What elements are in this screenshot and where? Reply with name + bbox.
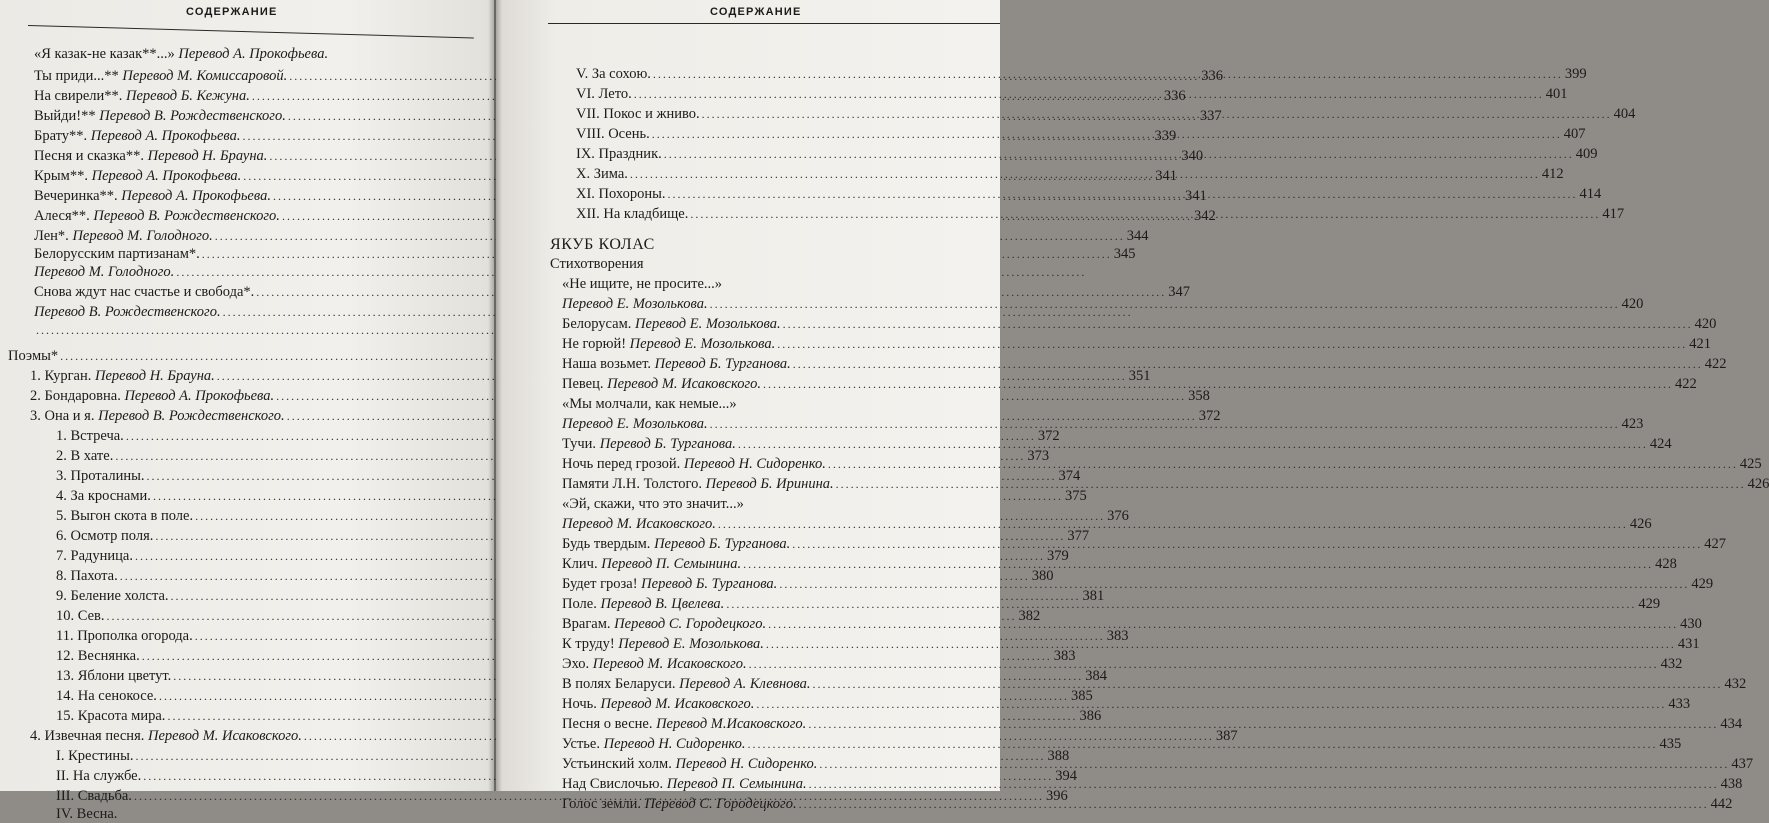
leader-dots — [710, 416, 1620, 433]
leader-dots — [793, 356, 1703, 373]
entry-title: 11. Прополка огорода. — [56, 628, 193, 644]
entry-page-number: 424 — [1649, 436, 1672, 452]
leader-dots — [819, 756, 1729, 773]
toc-entry — [56, 806, 476, 823]
entry-translator: Перевод Б. Турганова. — [650, 536, 791, 552]
entry-translator: Перевод М. Исаковского. — [603, 376, 761, 392]
entry-translator: Перевод А. Клевнова. — [675, 676, 811, 692]
entry-page-number: 372 — [1198, 408, 1221, 424]
entry-page-number: 388 — [1047, 748, 1070, 764]
entry-title: К труду! — [562, 636, 615, 652]
entry-title: 9. Беление холста. — [56, 588, 169, 604]
entry-page-number: 435 — [1659, 736, 1682, 752]
entry-title: Ночь перед грозой. — [562, 456, 681, 472]
leader-dots — [702, 106, 1612, 123]
entry-page-number: 339 — [1154, 128, 1177, 144]
entry-page-number: 381 — [1082, 588, 1105, 604]
entry-page-number: 341 — [1155, 168, 1178, 184]
entry-title: Песня о весне. — [562, 716, 653, 732]
entry-title: VII. Покос и жниво. — [576, 106, 700, 122]
entry-title: V. За сохою. — [576, 66, 651, 82]
entry-page-number: 375 — [1064, 488, 1087, 504]
entry-title: «Я казак-не казак**...» — [34, 46, 175, 62]
entry-page-number: 442 — [1710, 796, 1733, 812]
toc-entry — [562, 336, 1712, 353]
entry-translator: Перевод С. Городецкого. — [610, 616, 767, 632]
entry-translator: Перевод Н. Брауна. — [143, 148, 268, 164]
entry-page-number: 407 — [1563, 126, 1586, 142]
entry-page-number: 385 — [1070, 688, 1093, 704]
entry-page-number: 386 — [1079, 708, 1102, 724]
toc-entry — [562, 496, 998, 513]
toc-entry — [562, 396, 998, 413]
entry-page-number: 337 — [1199, 108, 1222, 124]
entry-title: VI. Лето. — [576, 86, 632, 102]
leader-dots — [664, 146, 1574, 163]
entry-title: VIII. Осень. — [576, 126, 650, 142]
entry-translator: Перевод Н. Сидоренко. — [599, 736, 746, 752]
entry-title: Певец. — [562, 376, 604, 392]
entry-translator: Перевод Б. Турганова. — [650, 356, 791, 372]
entry-title: Алеся**. — [34, 208, 90, 224]
entry-page-number: 387 — [1215, 728, 1238, 744]
entry-translator: Перевод В. Рождественского. — [94, 408, 285, 424]
leader-dots — [768, 616, 1678, 633]
entry-title: 4. Извечная песня. — [30, 728, 145, 744]
header-rule — [28, 25, 474, 38]
entry-translator: Перевод М. Исаковского. — [589, 656, 747, 672]
entry-translator: Перевод Б. Турганова. — [596, 436, 736, 452]
entry-title: Ночь. — [562, 696, 597, 712]
entry-translator: Перевод Е. Мозолькова. — [562, 416, 708, 432]
leader-dots — [652, 126, 1562, 143]
entry-translator: Перевод Н. Брауна. — [91, 368, 215, 384]
page-header: СОДЕРЖАНИЕ — [186, 6, 278, 18]
entry-page-number: 430 — [1680, 616, 1702, 632]
entry-page-number: 409 — [1575, 146, 1598, 162]
entry-title: Клич. — [562, 556, 598, 572]
entry-title: Тучи. — [562, 436, 597, 452]
toc-entry — [562, 276, 1002, 293]
entry-translator: Перевод В. Рождественского. — [95, 108, 286, 124]
entry-title: 10. Сев. — [56, 608, 105, 624]
entry-page-number: 428 — [1655, 556, 1677, 572]
leader-dots — [799, 796, 1709, 813]
entry-page-number: 372 — [1037, 428, 1060, 444]
entry-title: 6. Осмотр поля. — [56, 528, 154, 544]
entry-page-number: 420 — [1621, 296, 1644, 312]
entry-page-number: 351 — [1128, 368, 1151, 384]
entry-title: Брату**. — [34, 128, 88, 144]
entry-translator: Перевод Е. Мозолькова. — [614, 636, 764, 652]
entry-page-number: 340 — [1181, 148, 1204, 164]
entry-page-number: 347 — [1168, 284, 1191, 300]
entry-title: 8. Пахота. — [56, 568, 118, 584]
entry-title: Крым**. — [34, 168, 88, 184]
entry-translator: Перевод Е. Мозолькова. — [626, 336, 776, 352]
entry-translator: Перевод Е. Мозолькова. — [631, 316, 781, 332]
entry-page-number: 345 — [1113, 246, 1136, 262]
entry-page-number: 382 — [1018, 608, 1041, 624]
entry-page-number: 429 — [1691, 576, 1714, 592]
entry-page-number: 431 — [1677, 636, 1700, 652]
entry-translator: Перевод Б. Турганова. — [637, 576, 778, 592]
entry-title: 2. Бондаровна. — [30, 388, 121, 404]
toc-entry — [550, 236, 990, 254]
entry-title: IV. Весна. — [56, 806, 118, 822]
leader-dots — [726, 596, 1636, 613]
entry-page-number: 404 — [1613, 106, 1636, 122]
entry-page-number: 344 — [1126, 228, 1149, 244]
leader-dots — [630, 166, 1540, 183]
entry-translator: Перевод М. Исаковского. — [596, 696, 755, 712]
toc-entry — [34, 264, 480, 281]
entry-title: X. Зима. — [576, 166, 628, 182]
entry-translator: Перевод М. Исаковского. — [562, 516, 716, 532]
entry-title: 3. Она и я. — [30, 408, 95, 424]
entry-page-number: 341 — [1184, 188, 1207, 204]
entry-title: 1. Встреча. — [56, 428, 124, 444]
toc-entry — [562, 356, 1727, 373]
entry-page-number: 432 — [1660, 656, 1683, 672]
leader-dots — [749, 656, 1659, 673]
entry-translator: Перевод В. Рождественского. — [89, 208, 280, 224]
entry-title: Выйди!** — [34, 108, 96, 124]
entry-translator: Перевод А. Прокофьева. — [87, 128, 241, 144]
entry-title: «Мы молчали, как немые...» — [562, 396, 737, 412]
entry-page-number: 401 — [1545, 86, 1568, 102]
entry-page-number: 376 — [1107, 508, 1129, 524]
entry-title: Устье. — [562, 736, 600, 752]
entry-page-number: 336 — [1163, 88, 1186, 104]
entry-page-number: 374 — [1058, 468, 1081, 484]
entry-page-number: 417 — [1602, 206, 1625, 222]
leader-dots — [718, 516, 1628, 533]
leader-dots — [777, 336, 1687, 353]
entry-page-number: 421 — [1689, 336, 1712, 352]
entry-page-number: 422 — [1704, 356, 1727, 372]
entry-title: На свирели**. — [34, 88, 123, 104]
entry-translator: Перевод А. Прокофьева. — [120, 388, 275, 404]
toc-entry — [550, 256, 990, 273]
toc-entry — [8, 348, 476, 365]
leader-dots — [766, 636, 1676, 653]
entry-page-number: 336 — [1201, 68, 1223, 84]
entry-page-number: 423 — [1621, 416, 1644, 432]
entry-translator: Перевод А. Прокофьева. — [87, 168, 242, 184]
entry-translator: Перевод М.Исаковского. — [652, 716, 807, 732]
entry-title: 14. На сенокосе. — [56, 688, 157, 704]
entry-page-number: 383 — [1106, 628, 1129, 644]
entry-title: Ты приди...** — [34, 68, 119, 84]
toc-entry — [34, 322, 480, 339]
leader-dots — [710, 296, 1620, 313]
entry-title: 12. Веснянка. — [56, 648, 140, 664]
entry-page-number: 420 — [1694, 316, 1717, 332]
entry-page-number: 422 — [1674, 376, 1697, 392]
toc-entry — [34, 304, 480, 321]
header-rule — [548, 23, 1000, 24]
entry-translator: Перевод В. Рождественского. — [34, 304, 221, 320]
entry-title: III. Свадьба. — [56, 788, 132, 804]
entry-page-number: 433 — [1668, 696, 1691, 712]
toc-entry — [34, 246, 1136, 263]
entry-translator: Перевод П. Семынина. — [663, 776, 807, 792]
entry-title: I. Крестины. — [56, 748, 134, 764]
entry-page-number: 373 — [1027, 448, 1050, 464]
leader-dots — [779, 576, 1689, 593]
entry-title: XI. Похороны. — [576, 186, 666, 202]
leader-dots — [836, 476, 1746, 493]
entry-translator: Перевод Е. Мозолькова. — [562, 296, 708, 312]
entry-title: XII. На кладбище. — [576, 206, 689, 222]
entry-page-number: 396 — [1045, 788, 1068, 804]
entry-page-number: 425 — [1739, 456, 1762, 472]
entry-page-number: 383 — [1053, 648, 1076, 664]
entry-page-number: 342 — [1193, 208, 1216, 224]
entry-translator: Перевод Н. Сидоренко. — [671, 756, 818, 772]
entry-title: Эхо. — [562, 656, 590, 672]
entry-page-number: 432 — [1724, 676, 1747, 692]
entry-page-number: 384 — [1085, 668, 1108, 684]
entry-page-number: 412 — [1541, 166, 1564, 182]
entry-translator: Перевод Б. Иринина. — [702, 476, 834, 492]
leader-dots — [756, 696, 1666, 713]
entry-title: Лен*. — [34, 228, 69, 244]
entry-title: Стихотворения — [550, 256, 644, 272]
toc-entry — [562, 316, 1717, 333]
entry-translator: Перевод Б. Кежуна. — [122, 88, 250, 104]
entry-title: Поле. — [562, 596, 597, 612]
entry-title: Песня и сказка**. — [34, 148, 144, 164]
leader-dots — [653, 66, 1563, 83]
entry-translator: Перевод М. Исаковского. — [144, 728, 302, 744]
entry-page-number: 377 — [1067, 528, 1090, 544]
entry-translator: Перевод А. Прокофьева. — [117, 188, 271, 204]
entry-page-number: 427 — [1704, 536, 1726, 552]
entry-title: «Не ищите, не просите...» — [562, 276, 723, 292]
page-header: СОДЕРЖАНИЕ — [710, 6, 802, 18]
entry-page-number: 426 — [1747, 476, 1769, 492]
entry-title: 7. Радуница. — [56, 548, 133, 564]
leader-dots — [808, 716, 1718, 733]
entry-page-number: 379 — [1046, 548, 1069, 564]
entry-title: «Эй, скажи, что это значит...» — [562, 496, 744, 512]
leader-dots — [828, 456, 1738, 473]
entry-title: IX. Праздник. — [576, 146, 662, 162]
entry-title: Над Свислочью. — [562, 776, 664, 792]
leader-dots — [812, 676, 1722, 693]
entry-title: 13. Яблони цветут. — [56, 668, 172, 684]
entry-page-number: 426 — [1629, 516, 1652, 532]
entry-translator: Перевод Н. Сидоренко. — [680, 456, 826, 472]
entry-title: ЯКУБ КОЛАС — [550, 236, 655, 253]
entry-page-number: 414 — [1579, 186, 1602, 202]
entry-title: Будь твердым. — [562, 536, 651, 552]
entry-title: 1. Курган. — [30, 368, 92, 384]
entry-title: 3. Проталины. — [56, 468, 145, 484]
toc-entry — [34, 46, 474, 63]
leader-dots — [634, 86, 1544, 103]
entry-title: Памяти Л.Н. Толстого. — [562, 476, 703, 492]
entry-title: 15. Красота мира. — [56, 708, 166, 724]
entry-translator: Перевод М. Комиссаровой. — [118, 68, 288, 84]
entry-title: 2. В хате. — [56, 448, 114, 464]
entry-title: 5. Выгон скота в поле. — [56, 508, 194, 524]
entry-title: Белорусам. — [562, 316, 632, 332]
entry-page-number: 380 — [1031, 568, 1054, 584]
entry-translator: Перевод П. Семынина. — [597, 556, 742, 572]
entry-translator: Перевод А. Прокофьева. — [174, 46, 329, 62]
leader-dots — [783, 316, 1693, 333]
entry-page-number: 399 — [1564, 66, 1587, 82]
leader-dots — [809, 776, 1719, 793]
entry-title: Устьинский холм. — [562, 756, 672, 772]
entry-translator: Перевод С. Городецкого. — [641, 796, 797, 812]
entry-title: Будет гроза! — [562, 576, 638, 592]
entry-title: Врагам. — [562, 616, 611, 632]
leader-dots — [763, 376, 1673, 393]
entry-translator: Перевод В. Цвелева. — [596, 596, 725, 612]
leader-dots — [792, 536, 1702, 553]
leader-dots — [748, 736, 1658, 753]
entry-title: II. На службе. — [56, 768, 142, 784]
entry-title: Наша возьмет. — [562, 356, 651, 372]
entry-title: Снова ждут нас счастье и свобода*. — [34, 284, 255, 300]
entry-page-number: 394 — [1055, 768, 1077, 784]
leader-dots — [738, 436, 1648, 453]
leader-dots — [690, 206, 1600, 223]
entry-title: Белорусским партизанам*. — [34, 246, 200, 262]
entry-title: Поэмы* — [8, 348, 59, 364]
entry-title: Вечеринка**. — [34, 188, 118, 204]
entry-translator: Перевод М. Голодного. — [34, 264, 175, 280]
entry-title: 4. За кроснами. — [56, 488, 151, 504]
leader-dots — [668, 186, 1578, 203]
entry-page-number: 434 — [1720, 716, 1743, 732]
entry-page-number: 438 — [1720, 776, 1743, 792]
entry-page-number: 429 — [1638, 596, 1661, 612]
entry-page-number: 437 — [1731, 756, 1754, 772]
toc-entry — [562, 296, 1644, 313]
entry-title: Не горюй! — [562, 336, 627, 352]
entry-title: В полях Беларуси. — [562, 676, 676, 692]
entry-translator: Перевод М. Голодного. — [68, 228, 213, 244]
entry-title: Голос земли. — [562, 796, 642, 812]
book-gutter — [488, 0, 502, 791]
leader-dots — [743, 556, 1653, 573]
entry-page-number: 358 — [1188, 388, 1210, 404]
